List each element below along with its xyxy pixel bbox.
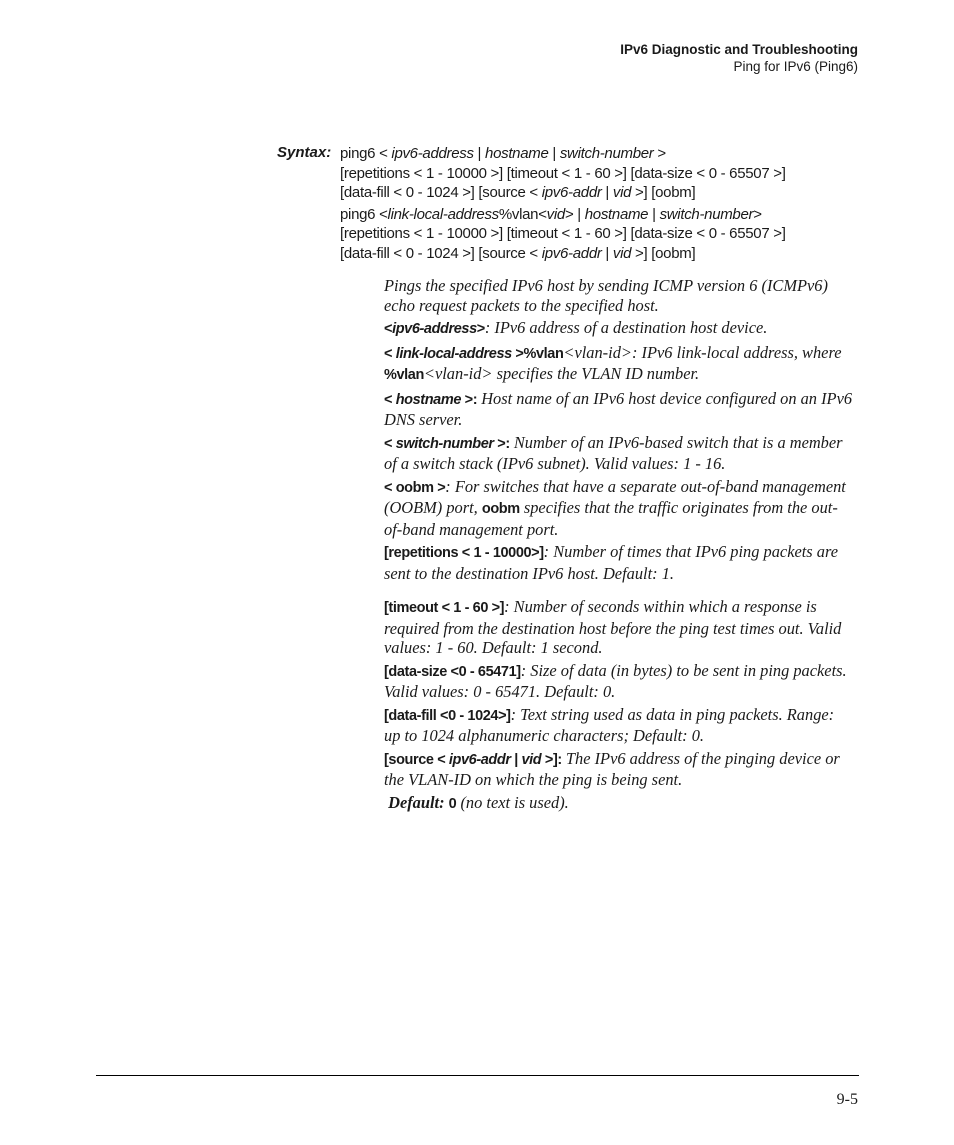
param-switch-number: < switch-number >: Number of an IPv6-based switch that is a member of a switch stack (IPv6 subnet). Valid values: 1 - 16. <box>384 432 843 473</box>
param-link-local-address: < link-local-address >%vlan<vlan-id>: IPv6 link-local address, where %vlan<vlan-id> specifies the VLAN ID number. <box>384 342 842 383</box>
syntax-line: ping6 < ipv6-address | hostname | switch-number > <box>340 145 666 162</box>
footer-rule <box>96 1075 859 1076</box>
page-number: 9-5 <box>836 1091 858 1108</box>
syntax-line: [data-fill < 0 - 1024 >] [source < ipv6-addr | vid >] [oobm] <box>340 184 696 201</box>
syntax-line: [data-fill < 0 - 1024 >] [source < ipv6-addr | vid >] [oobm] <box>340 244 696 262</box>
running-header <box>620 41 858 75</box>
syntax-line: [repetitions < 1 - 10000 >] [timeout < 1 - 60 >] [data-size < 0 - 65507 >] <box>340 164 786 182</box>
syntax-block <box>340 144 840 265</box>
param-default: Default: 0 (no text is used). <box>388 792 569 812</box>
param-oobm: < oobm >: For switches that have a separate out-of-band management (OOBM) port, oobm specifies that the traffic originates from the out-of-band management port. <box>384 476 846 539</box>
syntax-line: ping6 <link-local-address%vlan<vid> | hostname | switch-number> <box>340 205 762 223</box>
syntax-form-1 <box>340 144 840 203</box>
param-hostname: < hostname >: Host name of an IPv6 host device configured on an IPv6 DNS server. <box>384 388 853 429</box>
param-data-size: [data-size <0 - 65471]: Size of data (in bytes) to be sent in ping packets. Valid values: 0 - 65471. Default: 0. <box>384 660 847 701</box>
chapter-title: IPv6 Diagnostic and Troubleshooting <box>620 42 858 57</box>
syntax-label: Syntax: <box>277 144 332 161</box>
syntax-line: [repetitions < 1 - 10000 >] [timeout < 1 - 60 >] [data-size < 0 - 65507 >] <box>340 225 786 242</box>
parameter-descriptions <box>384 276 854 817</box>
param-repetitions: [repetitions < 1 - 10000>]: Number of times that IPv6 ping packets are sent to the destination IPv6 host. Default: 1. <box>384 542 839 583</box>
syntax-form-2 <box>340 205 840 264</box>
param-ipv6-address: <ipv6-address>: IPv6 address of a destination host device. <box>384 318 768 337</box>
intro-paragraph: Pings the specified IPv6 host by sending ICMP version 6 (ICMPv6) echo request packets to the specified host. <box>384 276 828 315</box>
param-data-fill: [data-fill <0 - 1024>]: Text string used as data in ping packets. Range: up to 1024 alphanumeric characters; Default: 0. <box>384 704 835 745</box>
param-timeout: [timeout < 1 - 60 >]: Number of seconds within which a response is required from the destination host before the ping test times out. Valid values: 1 - 60. Default: 1 second. <box>384 597 842 657</box>
section-title: Ping for IPv6 (Ping6) <box>733 59 858 74</box>
param-source: [source < ipv6-addr | vid >]: The IPv6 address of the pinging device or the VLAN-ID on which the ping is being sent. <box>384 748 840 789</box>
